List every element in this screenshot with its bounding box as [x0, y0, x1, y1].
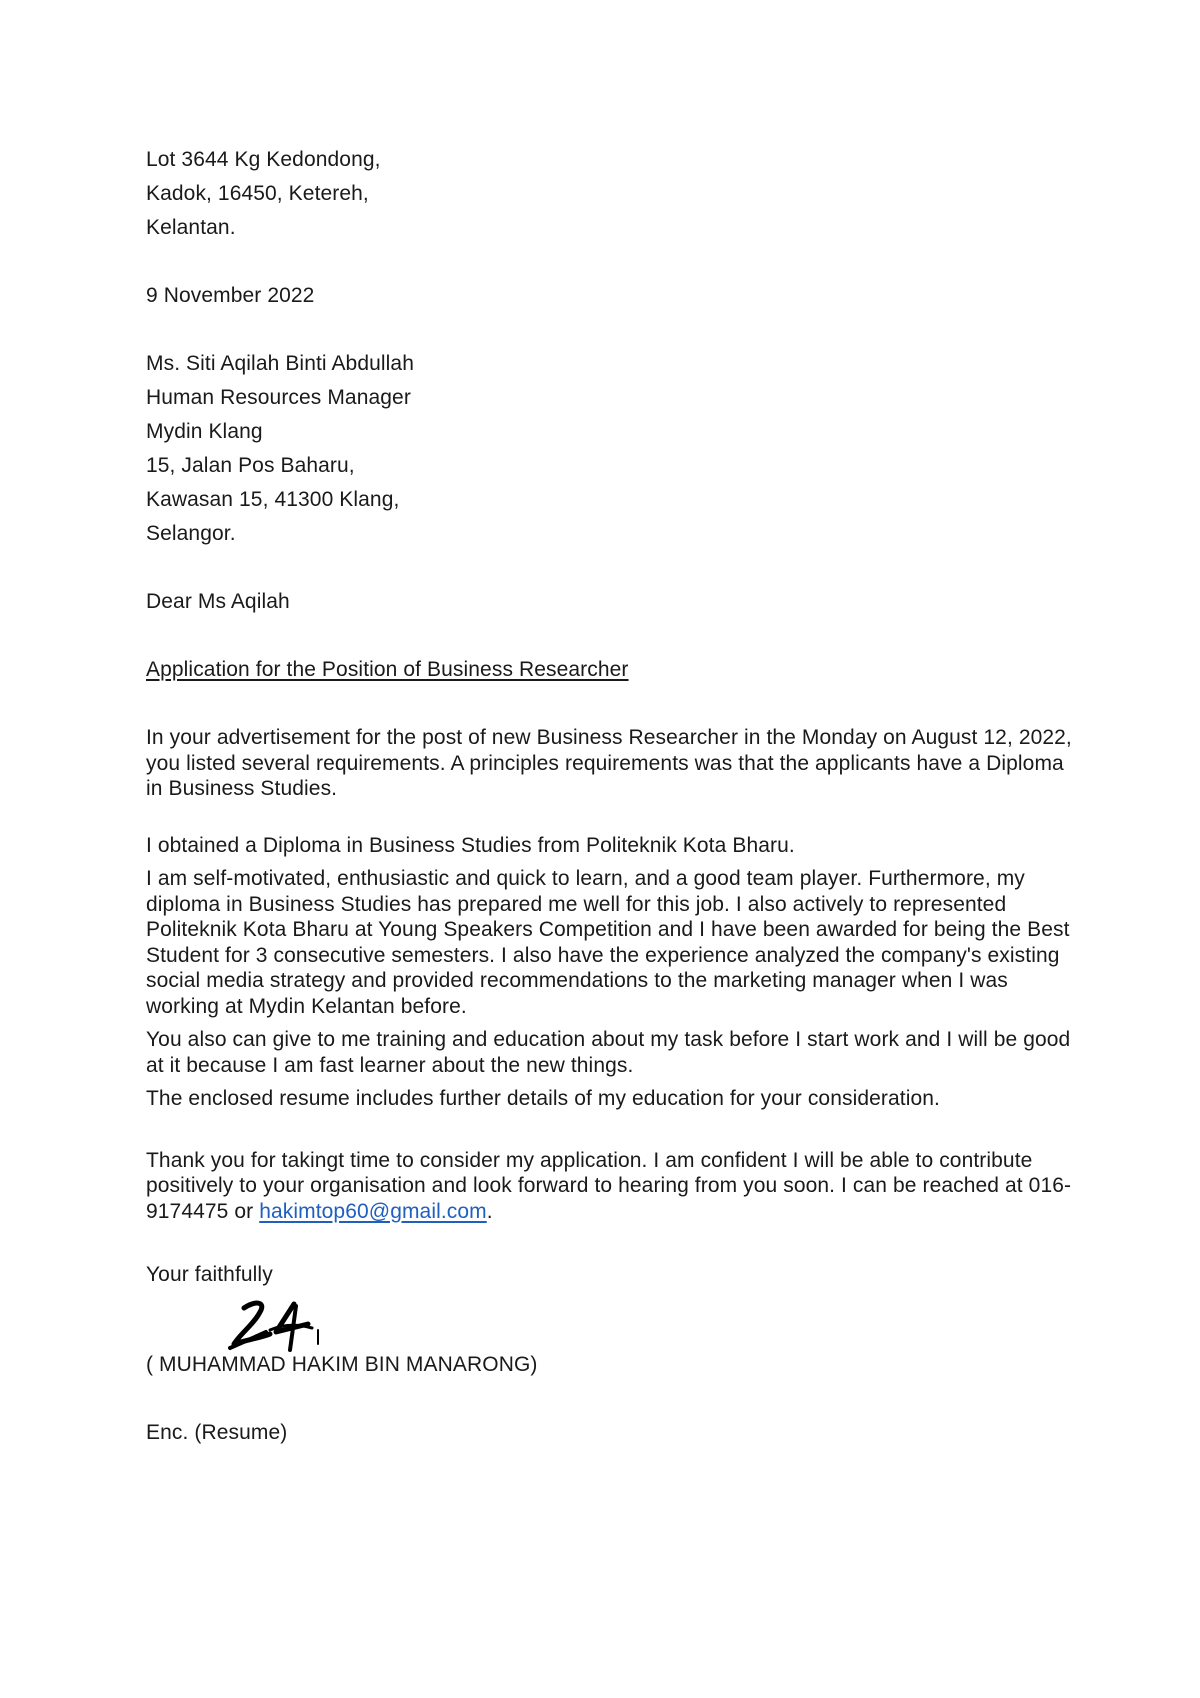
body-paragraph-6 — [146, 1148, 1076, 1225]
sender-address — [146, 143, 1076, 245]
closing-paragraph-end: . — [486, 1199, 493, 1223]
email-link[interactable]: hakimtop60@gmail.com — [259, 1199, 487, 1223]
recipient-company: Mydin Klang — [146, 420, 263, 443]
signature-area — [146, 1292, 1076, 1354]
recipient-street: 15, Jalan Pos Baharu, — [146, 454, 355, 477]
sender-address-line: Kadok, 16450, Ketereh, — [146, 182, 369, 205]
recipient-area: Kawasan 15, 41300 Klang, — [146, 488, 400, 511]
body-paragraph-5: The enclosed resume includes further details of my education for your consideration. — [146, 1087, 940, 1110]
spacer — [146, 858, 1076, 866]
letter-subject: Application for the Position of Business Researcher — [146, 658, 629, 681]
recipient-state: Selangor. — [146, 522, 236, 545]
enclosure-note: Enc. (Resume) — [146, 1421, 288, 1444]
spacer — [146, 551, 1076, 585]
signatory-name: ( MUHAMMAD HAKIM BIN MANARONG) — [146, 1353, 538, 1376]
spacer — [146, 245, 1076, 279]
recipient-address — [146, 347, 1076, 551]
recipient-name: Ms. Siti Aqilah Binti Abdullah — [146, 352, 414, 375]
letter-date: 9 November 2022 — [146, 284, 315, 307]
letter-body — [146, 143, 1076, 1450]
body-paragraph-2: I obtained a Diploma in Business Studies from Politeknik Kota Bharu. — [146, 833, 795, 857]
spacer — [146, 1224, 1076, 1258]
spacer — [146, 687, 1076, 721]
spacer — [146, 313, 1076, 347]
spacer — [146, 1078, 1076, 1086]
spacer — [146, 1382, 1076, 1416]
salutation: Dear Ms Aqilah — [146, 590, 290, 613]
spacer — [146, 1112, 1076, 1148]
spacer — [146, 619, 1076, 653]
recipient-title: Human Resources Manager — [146, 386, 411, 409]
spacer — [146, 802, 1076, 833]
closing-paragraph-text: Thank you for takingt time to consider my application. I am confident I will be able to contribute positively to your organisation and look forward to hearing from you soon. I can be reached at 016-9174475 or — [146, 1148, 1072, 1223]
body-paragraph-4: You also can give to me training and education about my task before I start work and I will be good at it because I am fast learner about the new things. — [146, 1028, 1071, 1077]
spacer — [146, 1019, 1076, 1027]
body-paragraph-3: I am self-motivated, enthusiastic and quick to learn, and a good team player. Furthermore, my diploma in Business Studies has prepared me well for this job. I also actively to represented Politeknik Kota Bharu at Young Speakers Competition and I have been awarded for being the Best Student for 3 consecutive semesters. I also have the experience analyzed the company's existing social media strategy and provided recommendations to the marketing manager when I was working at Mydin Kelantan before. — [146, 867, 1070, 1018]
body-paragraph-1: In your advertisement for the post of new Business Researcher in the Monday on August 12, 2022, you listed several requirements. A principles requirements was that the applicants have a Diploma in Business Studies. — [146, 726, 1072, 800]
handwritten-signature — [226, 1294, 336, 1354]
complimentary-close: Your faithfully — [146, 1263, 273, 1286]
sender-address-line: Lot 3644 Kg Kedondong, — [146, 148, 381, 171]
sender-address-line: Kelantan. — [146, 216, 236, 239]
